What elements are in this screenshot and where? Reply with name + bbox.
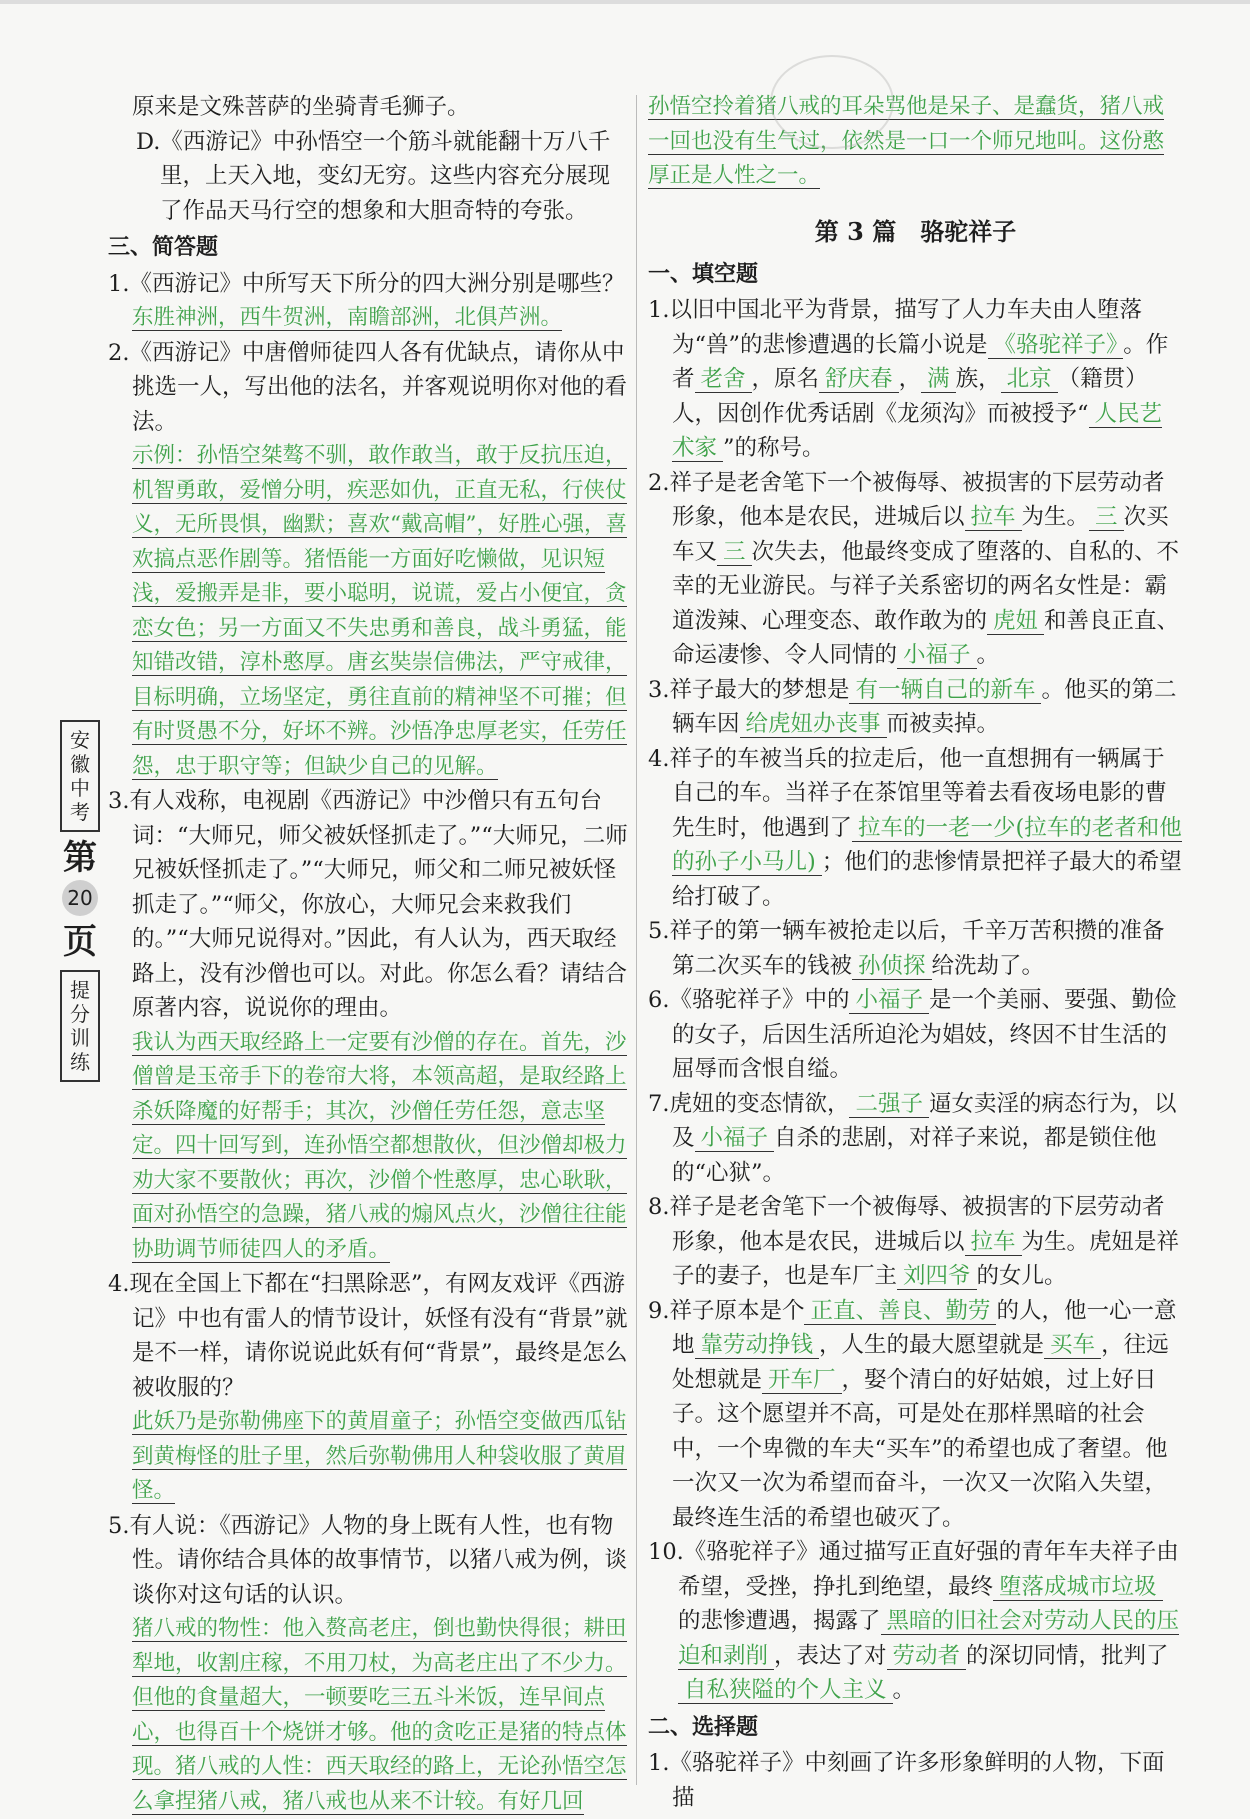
answer-1: 东胜神洲，西牛贺洲，南瞻部洲，北俱芦洲。 [132, 305, 563, 330]
section-multiple-choice: 二、选择题 [648, 1713, 759, 1740]
fill-q1: 1.以旧中国北平为背景，描写了人力车夫由人堕落为“兽”的悲惨遭遇的长篇小说是 《骆驼祥子》 。作者 老舍 ，原名 舒庆春 ， 满 族， 北京 （籍贯）人，因创作优秀话剧《龙须沟》而被授予“ 人民艺术家 ”的称号。 [648, 297, 1169, 461]
fill-q8: 8.祥子是老舍笔下一个被侮辱、被损害的下层劳动者形象，他本是农民，进城后以 拉车 为生。虎妞是祥子的妻子，也是车厂主 刘四爷 的女儿。 [648, 1194, 1180, 1289]
question-4: 4.现在全国上下都在“扫黑除恶”，有网友戏评《西游记》中也有雷人的情节设计，妖怪有没有“背景”就是不一样，请你说说此妖有何“背景”，最终是怎么被收服的？ [108, 1271, 628, 1401]
top-answer-continued: 孙悟空拎着猪八戒的耳朵骂他是呆子、是蠢货，猪八戒一回也没有生气过，依然是一口一个师兄地叫。这份憨厚正是人性之一。 [648, 94, 1165, 188]
answer-3: 我认为西天取经路上一定要有沙僧的存在。首先，沙僧曾是玉帝手下的卷帘大将，本领高超，是取经路上杀妖降魔的好帮手；其次，沙僧任劳任怨，意志坚定。四十回写到，连孙悟空都想散伙，但沙僧却极力劝大家不要散伙；再次，沙僧个性憨厚，忠心耿耿，面对孙悟空的急躁，猪八戒的煽风点火，沙僧往往能协助调节师徒四人的矛盾。 [132, 1029, 627, 1262]
sidebar-ye: 页 [63, 922, 97, 962]
choice-q1: 1.《骆驼祥子》中刻画了许多形象鲜明的人物，下面描 [648, 1750, 1165, 1811]
section-fill-blank: 一、填空题 [648, 260, 759, 287]
stamp-watermark [770, 55, 894, 149]
page-number: 20 [62, 880, 98, 916]
fill-q3: 3.祥子最大的梦想是 有一辆自己的新车 。他买的第二辆车因 给虎妞办丧事 而被卖掉。 [648, 676, 1177, 737]
question-2: 2.《西游记》中唐僧师徒四人各有优缺点，请你从中挑选一人，写出他的法名，并客观说明你对他的看法。 [108, 339, 628, 435]
fill-q9: 9.祥子原本是个 正直、善良、勤劳 的人，他一心一意地 靠劳动挣钱 ，人生的最大愿望就是 买车 ，往远处想就是 开车厂 ，娶个清白的好姑娘，过上好日子。这个愿望并不高，可是处在那样黑暗的社会中，一个卑微的车夫“买车”的希望也成了奢望。他一次又一次为希望而奋斗，一次又一次陷入失望，最终连生活的希望也破灭了。 [648, 1297, 1177, 1531]
sidebar-label-training: 提分训练 [60, 970, 100, 1082]
scan-edge [0, 0, 1250, 4]
option-d: D.《西游记》中孙悟空一个筋斗就能翻十万八千里，上天入地，变幻无穷。这些内容充分展现了作品天马行空的想象和大胆奇特的夸张。 [136, 128, 611, 224]
section-short-answer: 三、简答题 [108, 234, 219, 260]
answer-2: 示例：孙悟空桀骜不驯，敢作敢当，敢于反抗压迫，机智勇敢，爱憎分明，疾恶如仇，正直无私，行侠仗义，无所畏惧，幽默；喜欢“戴高帽”，好胜心强，喜欢搞点恶作剧等。猪悟能一方面好吃懒做，见识短浅，爱搬弄是非，要小聪明，说谎，爱占小便宜，贪恋女色；另一方面又不失忠勇和善良，战斗勇猛，能知错改错，淳朴憨厚。唐玄奘崇信佛法，严守戒律，目标明确，立场坚定，勇往直前的精神坚不可摧；但有时贤愚不分，好坏不辨。沙悟净忠厚老实，任劳任怨，忠于职守等；但缺少自己的见解。 [132, 443, 627, 779]
chapter-title: 第 3 篇 骆驼祥子 [814, 216, 1017, 246]
fill-q2: 2.祥子是老舍笔下一个被侮辱、被损害的下层劳动者形象，他本是农民，进城后以 拉车 为生。 三 次买车又 三 次失去，他最终变成了堕落的、自私的、不幸的无业游民。与祥子关系密切的两名女性是：霸道泼辣、心理变态、敢作敢为的 虎妞 和善良正直、命运凄惨、令人同情的 小福子 。 [648, 469, 1180, 668]
fill-q4: 4.祥子的车被当兵的拉走后，他一直想拥有一辆属于自己的车。当祥子在茶馆里等着去看夜场电影的曹先生时，他遇到了 拉车的一老一少(拉车的老者和他的孙子小马儿) ；他们的悲惨情景把祥子最大的希望给打破了。 [648, 745, 1182, 910]
sidebar-label-exam: 安徽中考 [60, 720, 100, 832]
answer-5: 猪八戒的物性：他入赘高老庄，倒也勤快得很；耕田犁地，收割庄稼，不用刀杖，为高老庄出了不少力。但他的食量超大，一顿要吃三五斗米饭，连早间点心，也得百十个烧饼才够。他的贪吃正是猪的特点体现。猪八戒的人性：西天取经的路上，无论孙悟空怎么拿捏猪八戒，猪八戒也从来不计较。有好几回 [132, 1616, 627, 1814]
question-1: 1.《西游记》中所写天下所分的四大洲分别是哪些？ [108, 270, 625, 297]
question-3: 3.有人戏称，电视剧《西游记》中沙僧只有五句台词：“大师兄，师父被妖怪抓走了。”“大师兄，二师兄被妖怪抓走了。”“大师兄，师父和二师兄被妖怪抓走了。”“师父，你放心，大师兄会来救我们的。”“大师兄说得对。”因此，有人认为，西天取经路上，没有沙僧也可以。对此。你怎么看？请结合原著内容，说说你的理由。 [108, 788, 628, 1021]
question-5: 5.有人说：《西游记》人物的身上既有人性，也有物性。请你结合具体的故事情节，以猪八戒为例，谈谈你对这句话的认识。 [108, 1512, 628, 1608]
answer-4: 此妖乃是弥勒佛座下的黄眉童子；孙悟空变做西瓜钻到黄梅怪的肚子里，然后弥勒佛用人种袋收服了黄眉怪。 [132, 1409, 627, 1503]
column-divider [636, 95, 637, 1785]
intro-line: 原来是文殊菩萨的坐骑青毛狮子。 [132, 94, 470, 120]
fill-q10: 10.《骆驼祥子》通过描写正直好强的青年车夫祥子由希望，受挫，挣扎到绝望，最终 堕落成城市垃圾的悲惨遭遇，揭露了 黑暗的旧社会对劳动人民的压迫和剥削 ，表达了对 劳动者 的深切同情，批判了自私狭隘的个人主义 。 [648, 1539, 1180, 1703]
right-column [648, 90, 1183, 1815]
fill-q5: 5.祥子的第一辆车被抢走以后，千辛万苦积攒的准备第二次买车的钱被 孙侦探 给洗劫了。 [648, 918, 1165, 979]
fill-q6: 6.《骆驼祥子》中的 小福子 是一个美丽、要强、勤俭的女子，后因生活所迫沦为娼妓，终因不甘生活的屈辱而含恨自缢。 [648, 987, 1177, 1082]
left-column [108, 90, 628, 1819]
sidebar-tab [60, 720, 100, 1082]
fill-q7: 7.虎妞的变态情欲， 二强子 逼女卖淫的病态行为，以及 小福子 自杀的悲剧，对祥子来说，都是锁住他的“心狱”。 [648, 1090, 1177, 1186]
sidebar-di: 第 [63, 838, 97, 878]
